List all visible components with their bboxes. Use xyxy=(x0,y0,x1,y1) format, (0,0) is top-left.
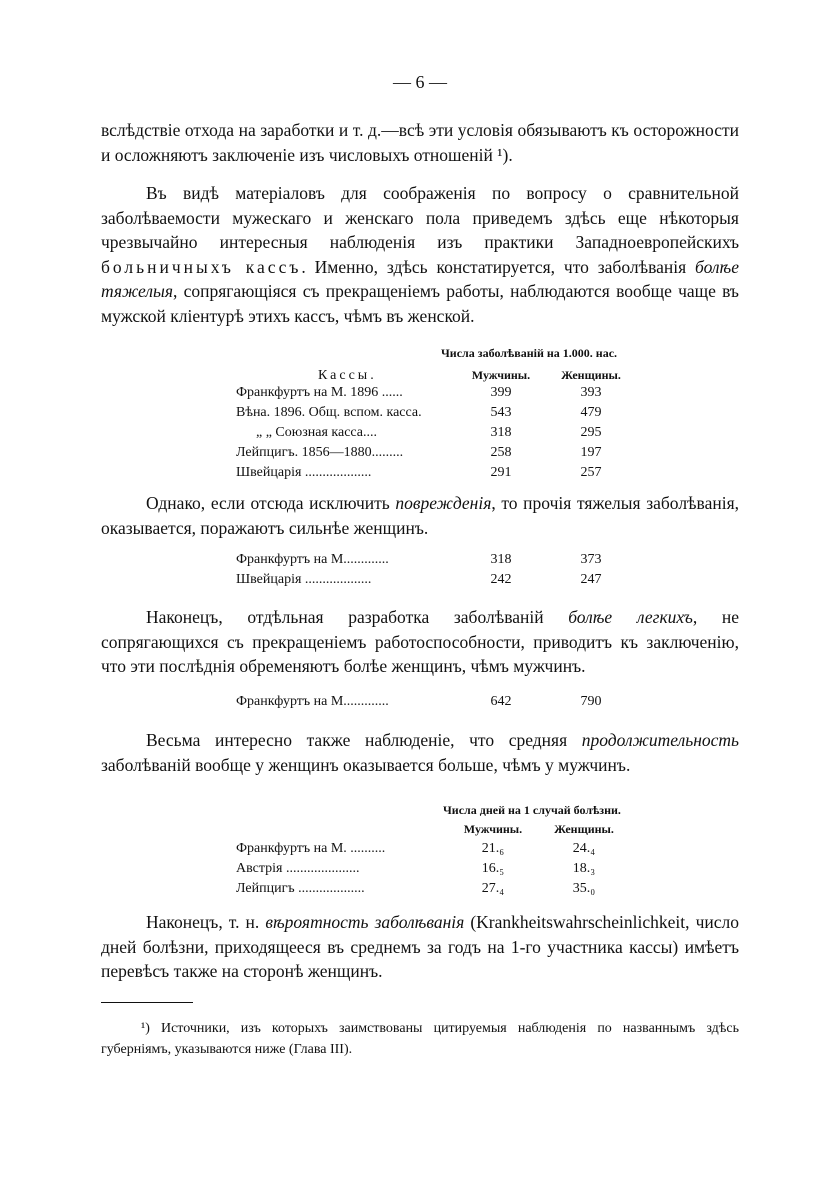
women-value: 257 xyxy=(580,465,602,480)
women-value: 373 xyxy=(580,552,602,567)
table1 xyxy=(236,368,636,488)
men-value: 318 xyxy=(490,552,512,567)
row-label: Швейцарія ................... xyxy=(236,465,372,480)
paragraph-materials xyxy=(101,181,739,328)
women-value: 197 xyxy=(580,445,602,460)
text-run: , сопрягающіяся съ прекращеніемъ работы, наблюдаются вообще чаще въ мужской кліентурѣ этихъ кассъ, чѣмъ въ женской. xyxy=(101,281,739,326)
table4-col-women: Женщины. xyxy=(554,822,614,836)
women-value: 393 xyxy=(580,385,602,400)
row-label: Лейпцигъ ................... xyxy=(236,881,365,896)
men-value: 291 xyxy=(490,465,512,480)
paragraph-light-diseases xyxy=(101,605,739,679)
paragraph-duration xyxy=(101,728,739,777)
text-run: , не сопрягающихся съ прекращеніемъ работоспособности, приводитъ къ заключенію, что эти послѣднія обременяютъ болѣе женщинъ, чѣмъ мужчинъ. xyxy=(101,607,739,676)
text-run: , то прочія тяжелыя заболѣванія, оказывается, поражаютъ сильнѣе женщинъ. xyxy=(101,493,740,538)
footnote-divider xyxy=(101,1002,193,1003)
men-value: 318 xyxy=(490,425,512,440)
italic-text: продолжительность xyxy=(581,730,739,750)
row-label: „ „ Союзная касса.... xyxy=(256,425,378,440)
men-value: 16.₅ xyxy=(481,861,505,876)
women-value: 35.₀ xyxy=(572,881,596,896)
men-value: 27.₄ xyxy=(481,881,505,896)
women-value: 247 xyxy=(580,572,602,587)
table1-col-kassy: Кассы. xyxy=(318,368,377,383)
table1-col-women: Женщины. xyxy=(561,368,621,382)
men-value: 242 xyxy=(490,572,512,587)
row-label: Франкфуртъ на М. .......... xyxy=(236,841,386,856)
row-label: Швейцарія ................... xyxy=(236,572,372,587)
table1-col-men: Мужчины. xyxy=(471,368,531,382)
text-run: Наконецъ, т. н. xyxy=(146,912,266,932)
table3 xyxy=(236,694,636,714)
men-value: 543 xyxy=(490,405,512,420)
paragraph-probability xyxy=(101,910,739,984)
paragraph-continuation: вслѣдствіе отхода на заработки и т. д.—всѣ эти условія обязываютъ къ осторожности и осложняютъ заключеніе изъ числовыхъ отношеній ¹). xyxy=(101,120,739,165)
table4-title: Числа дней на 1 случай болѣзни. xyxy=(443,803,621,817)
row-label: Австрія ..................... xyxy=(236,861,360,876)
text-run: Однако, если отсюда исключить xyxy=(146,493,396,513)
spaced-text: больничныхъ кассъ xyxy=(101,256,302,277)
men-value: 399 xyxy=(490,385,512,400)
women-value: 790 xyxy=(580,694,602,709)
text-run: Въ видѣ матеріаловъ для соображенія по вопросу о сравнительной заболѣваемости мужескаго и женскаго пола приведемъ здѣсь еще нѣкоторыя чрезвычайно интересныя наблюденія изъ практики Западноевропейскихъ xyxy=(101,183,739,252)
italic-text: болѣе легкихъ xyxy=(568,607,693,627)
italic-text: поврежденія xyxy=(395,493,492,513)
table4-col-men: Мужчины. xyxy=(463,822,523,836)
text-run: заболѣваній вообще у женщинъ оказывается больше, чѣмъ у мужчинъ. xyxy=(101,754,631,775)
row-label: Франкфуртъ на М. 1896 ...... xyxy=(236,385,403,400)
women-value: 479 xyxy=(580,405,602,420)
men-value: 642 xyxy=(490,694,512,709)
text-run: . Именно, здѣсь констатируется, что заболѣванія xyxy=(301,256,696,277)
italic-text: вѣроятность заболѣванія xyxy=(265,912,465,932)
row-label: Франкфуртъ на М............. xyxy=(236,694,389,709)
text-run: Наконецъ, отдѣльная разработка заболѣваній xyxy=(146,607,569,627)
women-value: 295 xyxy=(580,425,602,440)
text-run: Весьма интересно также наблюденіе, что средняя xyxy=(146,730,582,750)
italic-text: болѣе тяжелыя xyxy=(101,256,739,301)
footnote: ¹) Источники, изъ которыхъ заимствованы цитируемыя наблюденія по названнымъ здѣсь губерніямъ, указываются ниже (Глава III). xyxy=(101,1021,739,1057)
table4 xyxy=(236,822,656,902)
row-label: Франкфуртъ на М............. xyxy=(236,552,389,567)
men-value: 21.₆ xyxy=(481,841,505,856)
men-value: 258 xyxy=(490,445,512,460)
paragraph-injuries xyxy=(101,491,739,540)
row-label: Лейпцигъ. 1856—1880......... xyxy=(236,445,404,460)
text-run: (Krankheitswahrscheinlichkeit, число дней болѣзни, приходящееся въ среднемъ за годъ на 1-го участника кассы) имѣетъ перевѣсъ также на сторонѣ женщинъ. xyxy=(101,912,740,981)
table1-title: Числа заболѣваній на 1.000. нас. xyxy=(441,346,618,360)
page-number: — 6 — xyxy=(393,72,447,92)
women-value: 18.₃ xyxy=(572,861,596,876)
row-label: Вѣна. 1896. Общ. вспом. касса. xyxy=(236,405,422,420)
table2 xyxy=(236,552,636,592)
women-value: 24.₄ xyxy=(572,841,596,856)
